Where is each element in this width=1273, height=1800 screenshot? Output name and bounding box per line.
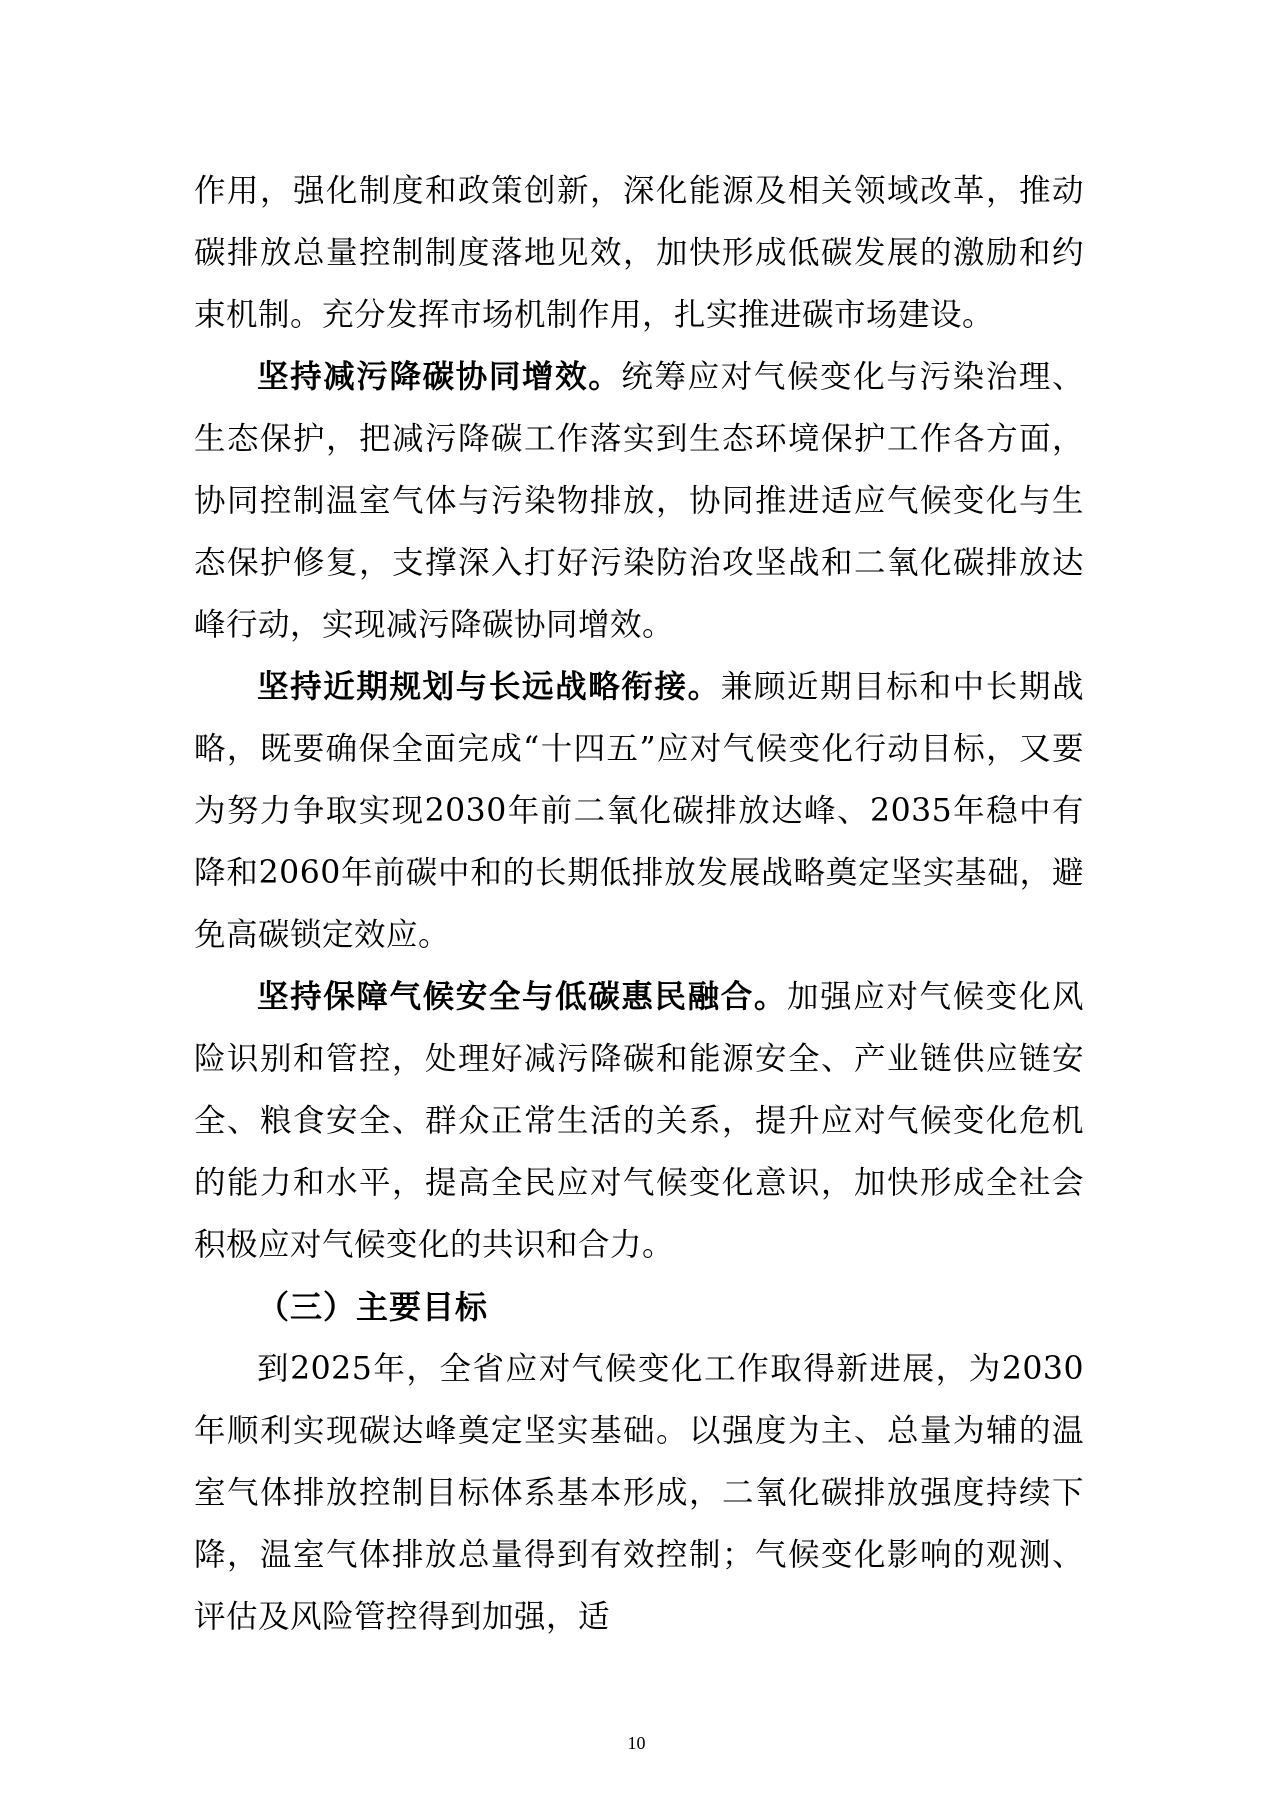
page-number: 10 xyxy=(627,1733,646,1753)
paragraph-lead: 坚持减污降碳协同增效。 xyxy=(257,358,622,395)
paragraph-text: 作用，强化制度和政策创新，深化能源及相关领域改革，推动碳排放总量控制制度落地见效，加快形成低碳发展的激励和约束机制。充分发挥市场机制作用，扎实推进碳市场建设。 xyxy=(194,173,1084,333)
paragraph-planning-strategy xyxy=(194,656,1084,966)
paragraph-continuation xyxy=(194,160,1084,346)
paragraph-text: 兼顾近期目标和中长期战略，既要确保全面完成“十四五”应对气候变化行动目标，又要为努力争取实现2030年前二氧化碳排放达峰、2035年稳中有降和2060年前碳中和的长期低排放发展战略奠定坚实基础，避免高碳锁定效应。 xyxy=(194,669,1084,953)
paragraph-text: 到2025年，全省应对气候变化工作取得新进展，为2030年顺利实现碳达峰奠定坚实基础。以强度为主、总量为辅的温室气体排放控制目标体系基本形成，二氧化碳排放强度持续下降，温室气体排放总量得到有效控制；气候变化影响的观测、评估及风险管控得到加强，适 xyxy=(194,1351,1084,1635)
paragraph-climate-security xyxy=(194,966,1084,1276)
paragraph-main-targets xyxy=(194,1338,1084,1648)
paragraph-text: 统筹应对气候变化与污染治理、生态保护，把减污降碳工作落实到生态环境保护工作各方面，协同控制温室气体与污染物排放，协同推进适应气候变化与生态保护修复，支撑深入打好污染防治攻坚战和二氧化碳排放达峰行动，实现减污降碳协同增效。 xyxy=(194,359,1084,643)
paragraph-lead: 坚持近期规划与长远战略衔接。 xyxy=(257,668,721,705)
body-text xyxy=(194,160,1084,1648)
paragraph-pollution-carbon xyxy=(194,346,1084,656)
paragraph-lead: 坚持保障气候安全与低碳惠民融合。 xyxy=(257,978,787,1015)
section-heading: （三）主要目标 xyxy=(257,1288,489,1326)
paragraph-text: 加强应对气候变化风险识别和管控，处理好减污降碳和能源安全、产业链供应链安全、粮食安全、群众正常生活的关系，提升应对气候变化危机的能力和水平，提高全民应对气候变化意识，加快形成全社会积极应对气候变化的共识和合力。 xyxy=(194,979,1084,1263)
